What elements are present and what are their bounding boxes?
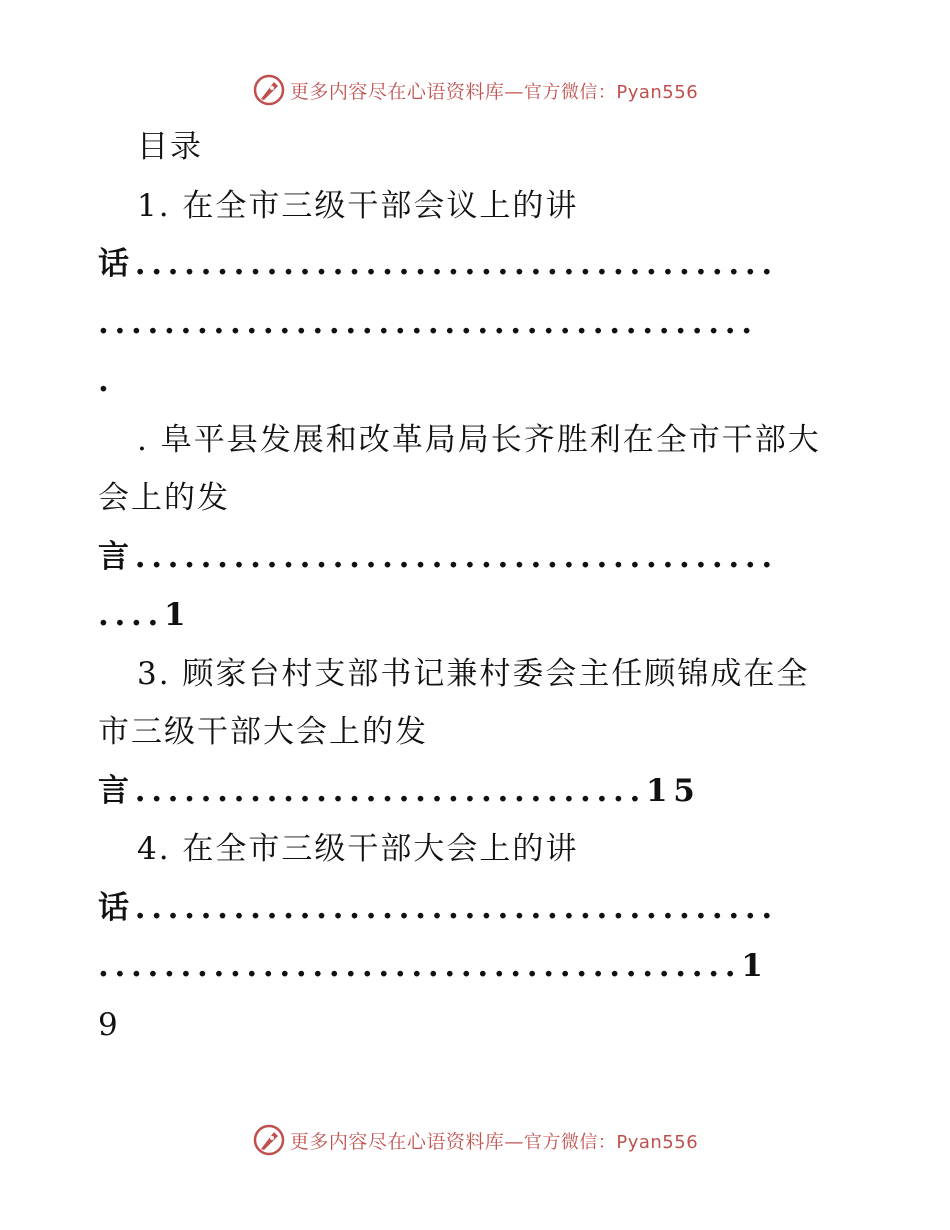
banner-text bbox=[290, 1127, 698, 1154]
banner-sub: 官方微信：Pyan556 bbox=[523, 81, 699, 103]
table-of-contents bbox=[98, 118, 858, 1054]
toc-entry-3-line-3: 言...............................15 bbox=[98, 772, 701, 809]
banner-dash: — bbox=[504, 80, 524, 103]
toc-entry-2-line-3: 言....................................... bbox=[98, 538, 778, 575]
toc-entry-2-line-4: ....1 bbox=[98, 597, 192, 633]
toc-entry-2-line-2: 会上的发 bbox=[98, 480, 230, 516]
banner-sub: 官方微信：Pyan556 bbox=[523, 1131, 699, 1153]
footer-banner bbox=[0, 1120, 950, 1160]
toc-entry-3-line-1: 3. 顾家台村支部书记兼村委会主任顾锦成在全 bbox=[137, 655, 810, 692]
banner-main: 更多内容尽在心语资料库 bbox=[289, 1130, 505, 1153]
toc-entry-1-line-3: ........................................ bbox=[98, 304, 758, 341]
header-banner bbox=[0, 70, 950, 110]
pen-nib-icon bbox=[252, 73, 286, 107]
toc-title: 目录 bbox=[137, 129, 203, 165]
toc-entry-1-line-4: . bbox=[98, 363, 115, 399]
banner-main: 更多内容尽在心语资料库 bbox=[289, 80, 505, 103]
toc-entry-4-line-1: 4. 在全市三级干部大会上的讲 bbox=[137, 831, 579, 867]
pen-nib-icon bbox=[252, 1123, 286, 1157]
toc-entry-3-line-2: 市三级干部大会上的发 bbox=[98, 714, 428, 750]
toc-entry-4-line-3: .......................................1 bbox=[98, 948, 769, 984]
toc-entry-2-line-1: . 阜平县发展和改革局局长齐胜利在全市干部大 bbox=[137, 421, 821, 458]
banner-dash: — bbox=[504, 1130, 524, 1153]
banner-text bbox=[290, 77, 698, 104]
toc-entry-1-line-2: 话....................................... bbox=[98, 246, 778, 282]
toc-entry-4-line-4: 9 bbox=[98, 1006, 120, 1043]
toc-entry-4-line-2: 话....................................... bbox=[98, 889, 778, 926]
toc-entry-1-line-1: 1. 在全市三级干部会议上的讲 bbox=[137, 187, 579, 224]
